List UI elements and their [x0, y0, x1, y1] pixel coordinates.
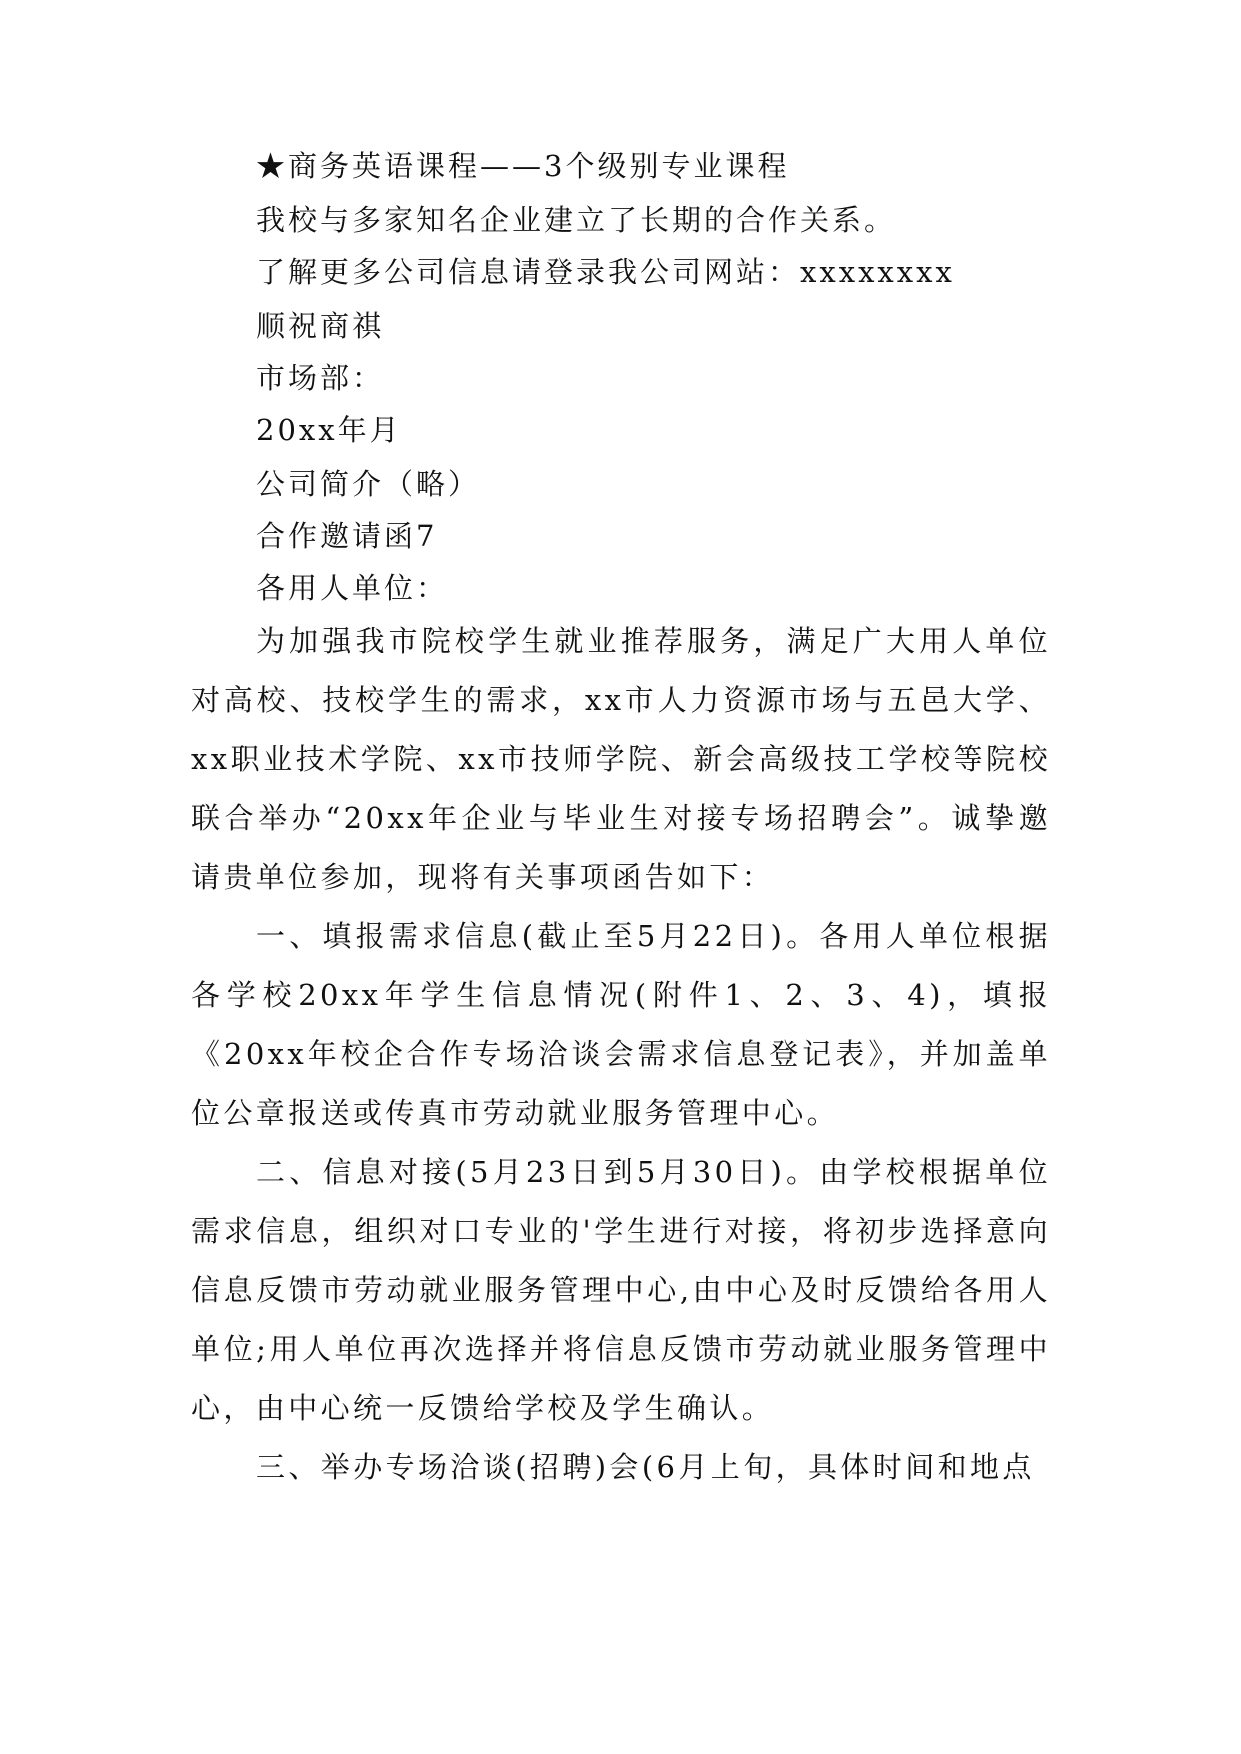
partnership-line: 我校与多家知名企业建立了长期的合作关系。 — [256, 203, 897, 237]
item-two-paragraph: 二、信息对接(5月23日到5月30日)。由学校根据单位需求信息，组织对口专业的'学生进行对接，将初步选择意向信息反馈市劳动就业服务管理中心,由中心及时反馈给各用人单位;用人单位再次选择并将信息反馈市劳动就业服务管理中心，由中心统一反馈给学校及学生确认。 — [191, 1155, 1051, 1425]
item-one-paragraph: 一、填报需求信息(截止至5月22日)。各用人单位根据各学校20xx年学生信息情况(附件1、2、3、4)，填报《20xx年校企合作专场洽谈会需求信息登记表》，并加盖单位公章报送或传真市劳动就业服务管理中心。 — [191, 919, 1051, 1130]
website-line: 了解更多公司信息请登录我公司网站：xxxxxxxx — [256, 255, 955, 289]
letter-heading: 合作邀请函7 — [256, 519, 438, 553]
item-three-paragraph: 三、举办专场洽谈(招聘)会(6月上旬，具体时间和地点 — [256, 1450, 1035, 1484]
closing-greeting: 顺祝商祺 — [256, 309, 385, 343]
salutation: 各用人单位： — [256, 571, 449, 605]
intro-paragraph: 为加强我市院校学生就业推荐服务，满足广大用人单位对高校、技校学生的需求，xx市人力资源市场与五邑大学、xx职业技术学院、xx市技师学院、新会高级技工学校等院校联合举办“20xx年企业与毕业生对接专场招聘会”。诚挚邀请贵单位参加，现将有关事项函告如下： — [191, 624, 1051, 894]
department-signature: 市场部： — [256, 361, 385, 395]
date-line: 20xx年月 — [256, 413, 402, 447]
course-line: ★商务英语课程——3个级别专业课程 — [256, 149, 790, 183]
company-intro-line: 公司简介（略） — [256, 467, 481, 501]
